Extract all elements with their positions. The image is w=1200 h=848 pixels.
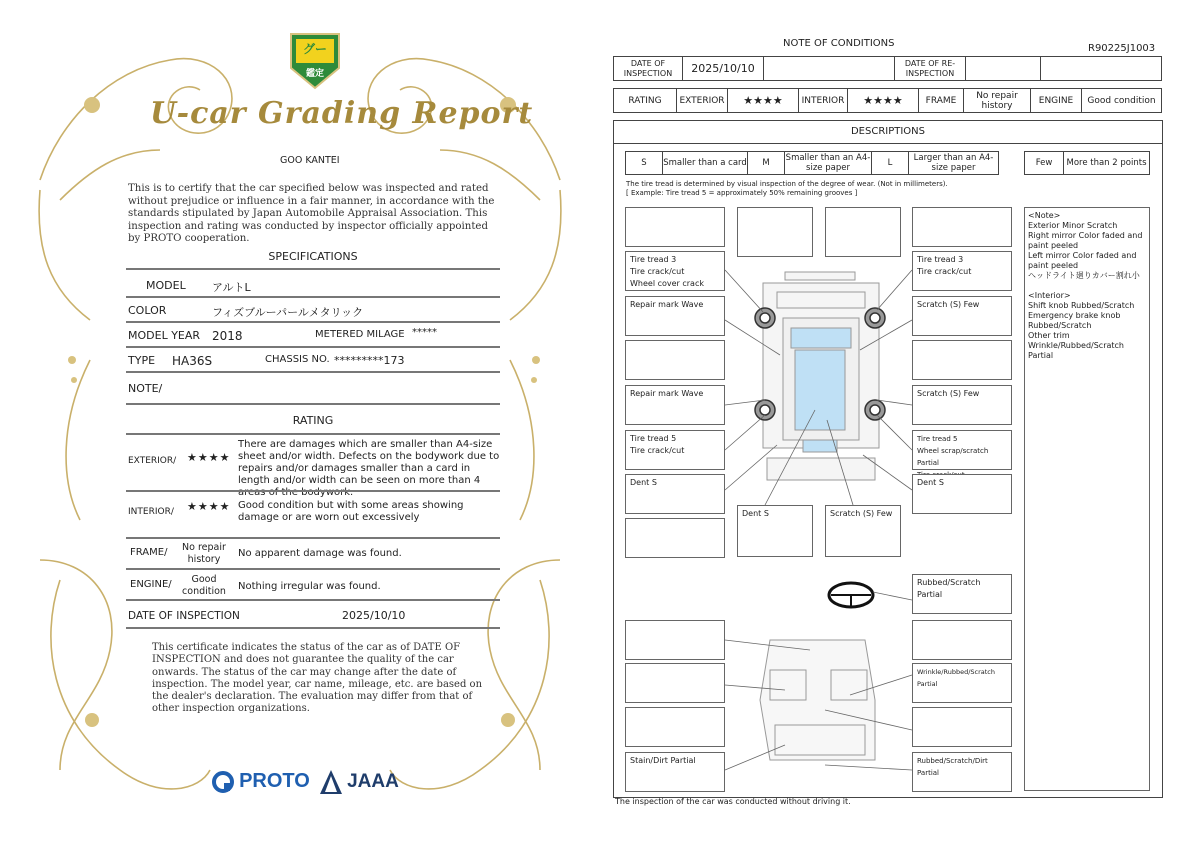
- note-of-conditions: [605, 0, 1200, 848]
- damage-box-left-8: [625, 518, 725, 558]
- badge-bottom-text: 鑑定: [305, 69, 324, 79]
- model-year-value: 2018: [212, 329, 243, 343]
- divider: [126, 627, 500, 629]
- model-label: MODEL: [146, 279, 186, 292]
- damage-box-bottom-2: Scratch (S) Few: [825, 505, 901, 557]
- legend-few: Few: [1025, 152, 1064, 175]
- damage-box-right-5: Scratch (S) Few: [912, 385, 1012, 425]
- damage-box-right-6: Tire tread 5 Wheel scrap/scratch Partial: [912, 430, 1012, 470]
- jaaa-logo: [320, 770, 399, 794]
- certificate-footnote: This certificate indicates the status of the car as of DATE OF INSPECTION and does not guarantee the quality of the car onwards. The status of the car may change after the date of inspection. The model year, car name, mileage, etc. are based on the dealer's declaration. The evaluation may differ from that of other inspection organizations.: [152, 642, 483, 715]
- inspection-footer: The inspection of the car was conducted without driving it.: [615, 797, 851, 806]
- damage-box-left-2: Tire tread 3 Tire crack/cut Wheel cover crack: [625, 251, 725, 291]
- descriptions-heading: DESCRIPTIONS: [613, 120, 1163, 144]
- chassis-label: CHASSIS NO.: [265, 354, 330, 365]
- legend-m-desc: Smaller than an A4-size paper: [785, 153, 871, 173]
- frame-value: No repair history: [182, 542, 226, 565]
- interior-description: Good condition but with some areas showing damage or are worn out excessively: [238, 500, 464, 523]
- legend-s: S: [626, 152, 663, 175]
- legend-m: M: [748, 152, 785, 175]
- damage-box-right-4: [912, 340, 1012, 380]
- frame-description: No apparent damage was found.: [238, 548, 402, 559]
- color-label: COLOR: [128, 304, 167, 317]
- divider: [126, 371, 500, 373]
- rating-heading: RATING: [292, 414, 334, 427]
- exterior-label: EXTERIOR: [677, 89, 728, 113]
- frame-label: FRAME: [919, 89, 964, 113]
- type-value: HA36S: [172, 354, 213, 368]
- damage-box-left-1: [625, 207, 725, 247]
- interior-stars: ★★★★: [187, 500, 231, 513]
- tread-note-2: [ Example: Tire tread 5 = approximately 50% remaining grooves ]: [626, 189, 858, 197]
- inspection-date-value: 2025/10/10: [342, 609, 406, 622]
- legend-l-desc: Larger than an A4-size paper: [909, 152, 999, 175]
- engine-label: ENGINE/: [130, 579, 172, 590]
- legend-l: L: [872, 152, 909, 175]
- proto-logo-text: PROTO: [239, 770, 310, 792]
- damage-box-top-1: [737, 207, 813, 257]
- proto-logo-icon: [212, 771, 234, 793]
- interior-box-left-4: Stain/Dirt Partial: [625, 752, 725, 792]
- damage-box-left-7: Dent S: [625, 474, 725, 514]
- damage-box-right-1: [912, 207, 1012, 247]
- proto-logo: [212, 770, 310, 793]
- engine-label: ENGINE: [1031, 89, 1082, 113]
- exterior-label: EXTERIOR/: [128, 456, 177, 466]
- certificate-subtitle: GOO KANTEI: [280, 155, 340, 166]
- color-value: フィズブルーパールメタリック: [212, 306, 364, 319]
- interior-box-right-4: Rubbed/Scratch/Dirt Partial: [912, 752, 1012, 792]
- frame-value: No repair history: [964, 89, 1031, 113]
- interior-label: INTERIOR/: [128, 507, 174, 517]
- damage-box-bottom-1: Dent S: [737, 505, 813, 557]
- rating-label: RATING: [614, 89, 677, 113]
- doi-value: 2025/10/10: [683, 57, 764, 81]
- interior-box-left-3: [625, 707, 725, 747]
- interior-stars: ★★★★: [848, 89, 919, 113]
- chassis-value: *********173: [334, 354, 405, 367]
- mileage-value: *****: [412, 327, 437, 338]
- interior-box-left-2: [625, 663, 725, 703]
- model-year-label: MODEL YEAR: [128, 329, 201, 342]
- note-label: NOTE/: [128, 382, 163, 395]
- interior-label: INTERIOR: [799, 89, 848, 113]
- damage-box-left-6: Tire tread 5 Tire crack/cut: [625, 430, 725, 470]
- exterior-stars: ★★★★: [187, 451, 231, 464]
- damage-box-top-2: [825, 207, 901, 257]
- damage-box-left-3: Repair mark Wave: [625, 296, 725, 336]
- divider: [126, 433, 500, 435]
- damage-box-left-4: [625, 340, 725, 380]
- steering-wheel-icon: [829, 583, 873, 607]
- certificate-intro: This is to certify that the car specified below was inspected and rated without prejudice or influence in a fair manner, in accordance with the standards stipulated by Japan Automobile Appraisal Association. This inspection and rating was conducted by inspector officially appointed by PROTO cooperation.: [128, 183, 495, 244]
- engine-description: Nothing irregular was found.: [238, 581, 381, 592]
- tread-note-1: The tire tread is determined by visual inspection of the degree of wear. (Not in millimeters).: [626, 180, 948, 188]
- jaaa-logo-icon: [320, 770, 342, 794]
- doi-label: DATE OF INSPECTION: [614, 57, 683, 81]
- engine-value: Good condition: [1082, 89, 1162, 113]
- divider: [126, 296, 500, 298]
- interior-box-right-3: [912, 707, 1012, 747]
- divider: [126, 403, 500, 405]
- notes-title: NOTE OF CONDITIONS: [783, 38, 895, 49]
- exterior-description: There are damages which are smaller than A4-size sheet and/or width. Defects on the bodywork due to repairs and/or damages smaller than a card in length and/or width can be seen on more than 4 areas of the bodywork.: [238, 439, 500, 498]
- jaaa-logo-text: JAAA: [347, 771, 399, 792]
- legend-few-desc: More than 2 points: [1064, 152, 1150, 175]
- damage-box-right-2: Tire tread 3 Tire crack/cut: [912, 251, 1012, 291]
- inspection-date-label: DATE OF INSPECTION: [128, 610, 240, 622]
- model-value: アルトL: [212, 281, 251, 294]
- legend-s-desc: Smaller than a card: [663, 152, 748, 175]
- notes-column: <Note> Exterior Minor Scratch Right mirror Color faded and paint peeled Left mirror Color faded and paint peeled ヘッドライト廻りカバー割れ小 <Interior> Shift knob Rubbed/Scratch Emergency brake knob Rubbed/Scratch Other trim Wrinkle/Rubbed/Scratch Partial: [1024, 207, 1150, 791]
- interior-box-right-1: [912, 620, 1012, 660]
- divider: [126, 490, 500, 492]
- divider: [126, 537, 500, 539]
- reinspection-label: DATE OF RE-INSPECTION: [895, 57, 966, 81]
- reference-number: R90225J1003: [1088, 43, 1156, 54]
- interior-box-left-1: [625, 620, 725, 660]
- divider: [126, 599, 500, 601]
- goo-kantei-badge: [287, 30, 343, 90]
- steering-box: Rubbed/Scratch Partial: [912, 574, 1012, 614]
- badge-top-text: グー: [302, 42, 327, 56]
- type-label: TYPE: [128, 354, 156, 367]
- divider: [126, 346, 500, 348]
- damage-box-right-3: Scratch (S) Few: [912, 296, 1012, 336]
- certificate-title: U-car Grading Report: [150, 96, 534, 131]
- divider: [126, 568, 500, 570]
- specifications-heading: SPECIFICATIONS: [268, 250, 358, 263]
- interior-box-right-2: Wrinkle/Rubbed/Scratch Partial: [912, 663, 1012, 703]
- engine-value: Good condition: [182, 574, 226, 597]
- divider: [126, 321, 500, 323]
- divider: [126, 268, 500, 270]
- mileage-label: METERED MILAGE: [315, 329, 405, 340]
- damage-box-right-7: Dent S: [912, 474, 1012, 514]
- exterior-stars: ★★★★: [728, 89, 799, 113]
- frame-label: FRAME/: [130, 547, 168, 558]
- damage-box-left-5: Repair mark Wave: [625, 385, 725, 425]
